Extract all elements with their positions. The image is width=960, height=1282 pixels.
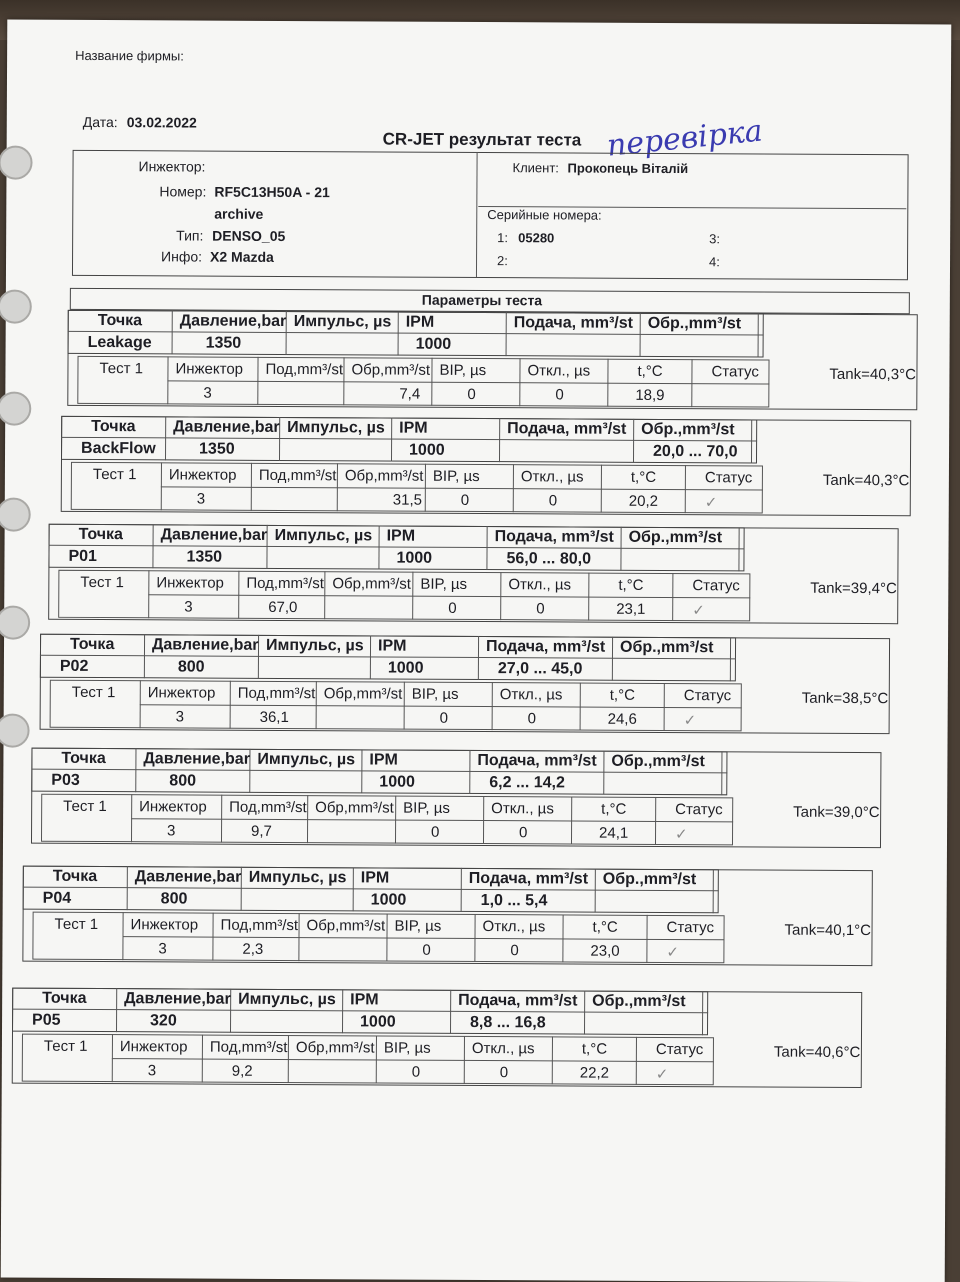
test-point-block [31,748,912,865]
punch-hole [0,145,33,179]
measurement-header: Обр,mm³/st [344,467,424,485]
measurement-header: Статус [711,363,759,381]
measured-temp: 20,2 [628,492,659,510]
point-pressure: 800 [169,772,197,790]
measurement-header: Тест 1 [99,360,144,378]
measured-temp: 23,0 [590,942,620,960]
measurement-header: Тест 1 [63,797,107,816]
measurement-header: BIP, µs [420,575,468,593]
point-delivery: 56,0 ... 80,0 [506,550,592,568]
column-header: Подача, mm³/st [507,420,627,438]
info-label: Инфо: [161,248,203,265]
point-ipm: 1000 [379,773,415,791]
measured-dev: 0 [536,600,545,618]
column-header: Обр.,mm³/st [641,420,735,439]
column-header: Точка [61,749,106,768]
column-header: IPM [386,527,416,545]
measured-temp: 22,2 [579,1064,610,1082]
column-header: Обр.,mm³/st [592,992,686,1011]
measurement-header: t,°C [601,800,627,818]
measurement-header: BIP, µs [411,685,459,703]
test-point-block [39,634,920,751]
number-value: RF5C13H50A - 21 [214,183,330,201]
measurement-header: Откл., µs [482,918,546,936]
measured-injector: 3 [158,940,167,958]
column-header: Давление,bar [124,990,231,1008]
point-pressure: 320 [150,1012,177,1030]
column-header: Давление,bar [160,526,268,544]
column-header: IPM [377,637,407,655]
point-point: P03 [51,771,80,789]
column-header: Обр.,mm³/st [647,314,742,333]
measurement-header: Под,mm³/st [265,360,344,379]
column-header: Точка [52,867,98,886]
measured-dev: 0 [527,710,537,728]
checkmark-icon: ✓ [666,944,680,962]
measurement-header: Откл., µs [491,800,554,818]
measurement-header: Статус [666,919,715,937]
measured-delivery_meas: 9,2 [231,1062,253,1080]
column-header: Точка [78,525,123,544]
column-header: Подача, mm³/st [513,314,634,332]
checkmark-icon: ✓ [683,712,697,730]
handwritten-signature: перевірка [605,113,765,164]
checkmark-icon: ✓ [704,494,718,512]
measurement-header: Тест 1 [80,573,124,592]
column-header: Давление,bar [143,750,250,768]
measurement-header: Под,mm³/st [229,798,307,817]
checkmark-icon: ✓ [655,1065,669,1084]
column-header: IPM [350,991,379,1009]
measurement-header: Под,mm³/st [246,574,324,593]
test-point-block [12,988,893,1105]
column-header: Импульс, µs [257,750,356,769]
measured-dev: 0 [510,942,519,960]
measurement-header: Статус [692,577,740,595]
column-header: Импульс, µs [274,526,373,545]
test-point-block [22,866,903,983]
column-header: Подача, mm³/st [458,991,578,1010]
measurement-header: t,°C [618,576,644,594]
measurement-header: Под,mm³/st [209,1038,288,1057]
measurement-header: t,°C [637,362,663,380]
date-label: Дата: [82,113,118,131]
number-label: Номер: [159,183,207,200]
type-label: Тип: [176,227,204,244]
measurement-header: Инжектор [119,1038,188,1056]
point-point: BackFlow [81,439,156,458]
column-header: Давление,bar [179,312,287,331]
point-pressure: 800 [177,658,205,676]
point-ipm: 1000 [370,891,407,909]
serials-label: Серийные номера: [487,207,602,223]
measurement-header: t,°C [581,1040,608,1058]
test-point-block [67,310,948,427]
column-header: Точка [42,989,87,1007]
measurement-header: Откл., µs [499,686,563,704]
type-value: DENSO_05 [212,227,286,244]
column-header: Обр.,mm³/st [611,752,705,771]
measured-delivery_meas: 67,0 [268,598,298,617]
serial-2-label: 2: [497,253,508,269]
client-label: Клиент: [512,160,559,176]
column-header: Подача, mm³/st [494,528,614,546]
tank-temperature: Tank=40,6°C [773,1043,861,1062]
measurement-header: Откл., µs [520,468,584,486]
measured-dev: 0 [548,492,558,510]
measured-backflow_meas: 7,4 [399,385,421,403]
serial-1-label: 1: [497,230,509,246]
measurement-header: Инжектор [139,798,207,816]
measured-bip: 0 [439,709,449,727]
point-point: Leakage [87,333,152,352]
measurement-header: Инжектор [168,466,237,484]
punch-hole [0,289,32,323]
point-ipm: 1000 [360,1013,396,1031]
measurement-header: Откл., µs [508,576,572,594]
measured-temp: 18,9 [635,386,665,404]
column-header: Точка [97,312,143,330]
measurement-header: Инжектор [175,360,244,378]
measurement-header: Инжектор [147,684,216,702]
point-point: P04 [42,889,72,907]
point-point: P02 [59,657,89,675]
point-delivery: 8,8 ... 16,8 [470,1013,546,1032]
measurement-header: t,°C [630,468,657,486]
column-header: IPM [369,751,398,769]
measured-dev: 0 [499,1064,509,1082]
measured-injector: 3 [167,822,176,840]
params-title: Параметры теста [421,291,543,309]
point-delivery: 1,0 ... 5,4 [480,892,548,910]
measured-bip: 0 [467,385,476,403]
measurement-header: Тест 1 [43,1037,88,1055]
measurement-header: Тест 1 [71,683,116,702]
column-header: IPM [405,313,435,331]
column-header: Импульс, µs [287,419,385,437]
test-point-block [48,524,929,641]
measurement-header: Под,mm³/st [237,684,316,703]
point-backflow: 20,0 ... 70,0 [653,442,738,461]
measurement-header: Обр,mm³/st [332,575,411,593]
measurement-header: Инжектор [130,916,199,934]
column-header: IPM [360,869,390,887]
serial-4-label: 4: [709,254,720,270]
info-value: X2 Mazda [210,248,274,265]
tank-temperature: Tank=40,1°C [784,921,872,940]
measured-temp: 24,6 [607,710,637,728]
point-point: P01 [68,547,98,566]
point-point: P05 [32,1011,61,1029]
measured-injector: 3 [175,708,185,726]
measurement-header: BIP, µs [394,917,442,935]
measurement-header: Обр,mm³/st [315,799,394,817]
column-header: Обр.,mm³/st [602,870,697,889]
measurement-header: Обр,mm³/st [306,917,386,935]
measurement-header: Статус [655,1040,704,1059]
column-header: Импульс, µs [248,868,347,887]
measured-injector: 3 [184,598,193,616]
column-header: Подача, mm³/st [468,869,589,888]
point-delivery: 27,0 ... 45,0 [497,660,583,678]
measurement-header: Статус [675,801,723,819]
tank-temperature: Tank=38,5°C [801,689,889,708]
point-ipm: 1000 [409,441,445,459]
measured-bip: 0 [431,823,440,841]
injector-section-label: Инжектор: [138,158,206,175]
column-header: Точка [91,417,136,436]
serial-1-value: 05280 [518,230,555,246]
measurement-header: t,°C [609,686,635,704]
client-value: Прокопець Віталій [567,160,689,177]
punch-hole [0,713,30,747]
measurement-header: Под,mm³/st [220,916,299,935]
measured-injector: 3 [196,490,206,508]
point-delivery: 6,2 ... 14,2 [489,774,565,792]
point-pressure: 1350 [205,334,242,352]
measured-temp: 23,1 [616,600,646,618]
measurement-header: BIP, µs [439,361,487,380]
column-header: Импульс, µs [238,990,336,1009]
column-header: Подача, mm³/st [485,638,606,656]
measured-delivery_meas: 2,3 [242,940,264,958]
measurement-header: Откл., µs [527,362,591,380]
measured-bip: 0 [448,599,457,617]
measurement-header: Тест 1 [54,915,99,934]
column-header: Давление,bar [134,868,242,886]
tank-temperature: Tank=39,4°C [810,579,897,598]
measured-dev: 0 [519,824,528,842]
measurement-header: Инжектор [156,574,224,592]
column-header: Обр.,mm³/st [619,638,714,657]
column-header: Давление,bar [151,636,259,654]
column-header: Импульс, µs [293,313,392,331]
measured-bip: 0 [460,491,470,509]
column-header: Импульс, µs [265,636,364,655]
serial-3-label: 3: [709,231,721,247]
measurement-header: t,°C [592,918,618,936]
column-header: IPM [399,419,428,437]
measurement-header: BIP, µs [403,799,450,817]
column-header: Давление,bar [173,418,280,436]
test-point-block [61,416,942,533]
measurement-header: Статус [704,469,753,487]
punch-hole [0,605,30,639]
measured-injector: 3 [203,384,212,402]
measured-bip: 0 [422,941,431,959]
page-title: CR-JET результат теста [382,129,582,150]
checkmark-icon: ✓ [692,602,705,620]
tank-temperature: Tank=40,3°C [822,471,910,490]
measurement-header: Обр,mm³/st [295,1039,375,1057]
column-header: Обр.,mm³/st [628,528,723,547]
measurement-header: Обр,mm³/st [351,361,431,379]
point-pressure: 800 [160,890,188,908]
punch-hole [0,497,31,531]
column-header: Подача, mm³/st [477,752,597,770]
point-ipm: 1000 [387,659,424,677]
company-label: Название фирмы: [75,47,184,64]
measurement-header: Статус [683,687,732,705]
point-pressure: 1350 [186,548,223,566]
measurement-header: BIP, µs [432,467,480,486]
measured-delivery_meas: 9,7 [251,822,272,840]
measurement-header: Под,mm³/st [258,466,337,485]
point-ipm: 1000 [415,335,452,353]
measurement-header: Тест 1 [92,465,137,484]
column-header: Точка [69,635,115,654]
measurement-header: Откл., µs [471,1039,535,1058]
checkmark-icon: ✓ [674,826,688,844]
measured-injector: 3 [147,1062,157,1080]
measured-bip: 0 [411,1063,421,1081]
tank-temperature: Tank=40,3°C [829,365,916,384]
measurement-header: Обр,mm³/st [323,685,403,703]
measured-delivery_meas: 36,1 [259,708,289,727]
tank-temperature: Tank=39,0°C [793,803,880,822]
point-pressure: 1350 [199,440,235,458]
measured-temp: 24,1 [599,824,629,842]
report-sheet [1,20,952,1282]
number-extra: archive [214,205,264,222]
point-ipm: 1000 [396,549,433,567]
date-value: 03.02.2022 [126,114,197,131]
measured-backflow_meas: 31,5 [392,491,423,509]
measurement-header: BIP, µs [383,1039,431,1057]
measured-dev: 0 [555,386,564,404]
punch-hole [0,391,31,425]
